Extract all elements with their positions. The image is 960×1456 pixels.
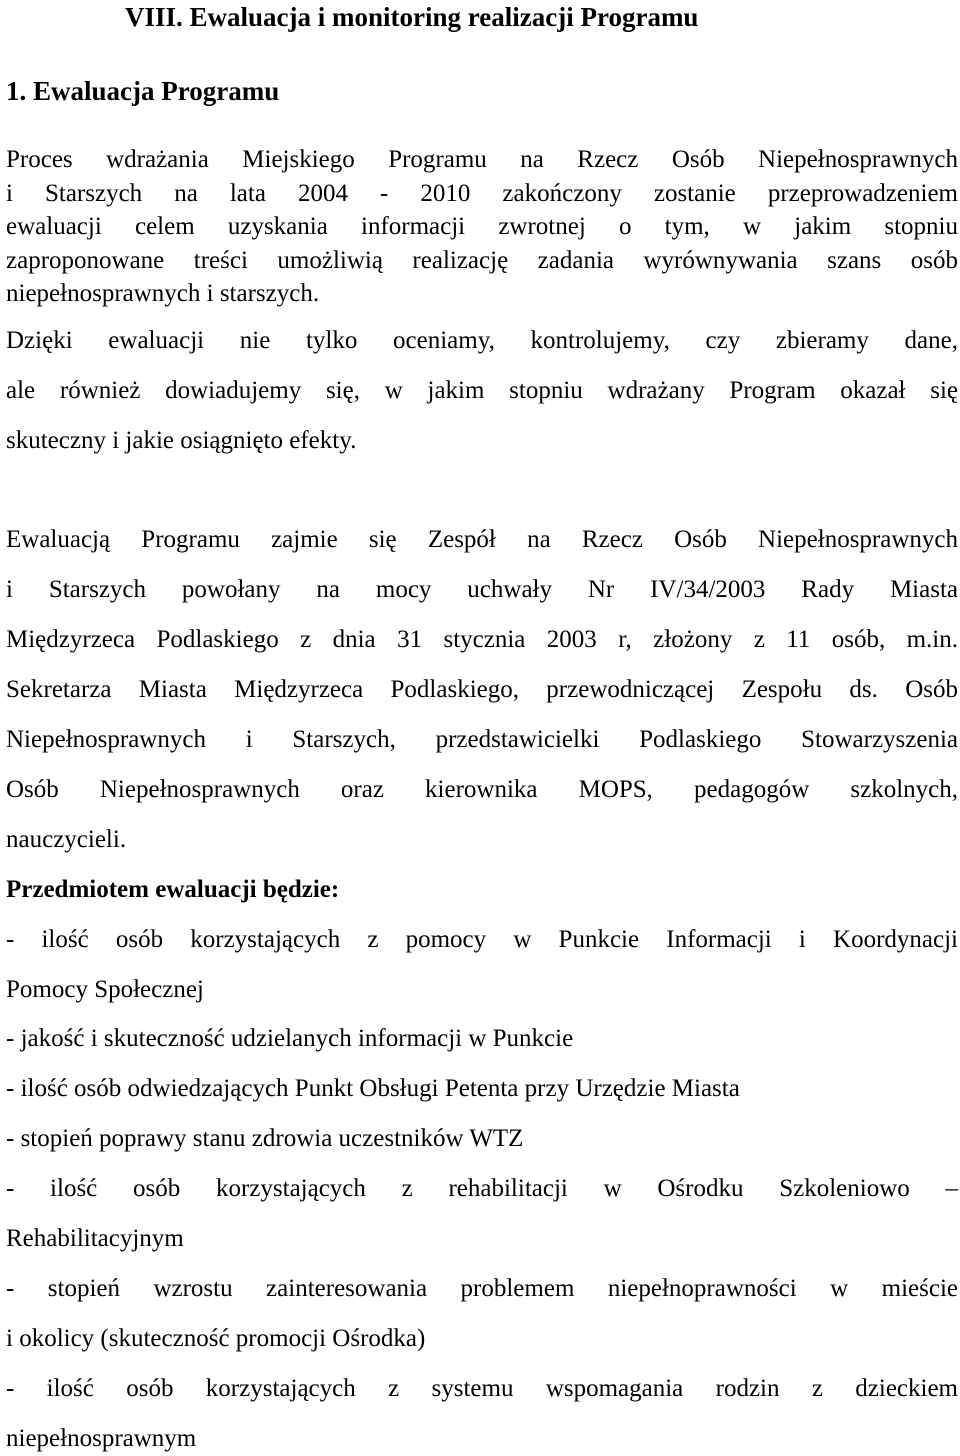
list-item: - ilość osób korzystających z rehabilitacji w Ośrodku Szkoleniowo –: [6, 1175, 958, 1202]
paragraph-1-line: ewaluacji celem uzyskania informacji zwrotnej o tym, w jakim stopniu: [6, 213, 958, 240]
paragraph-3-line: Niepełnosprawnych i Starszych, przedstawicielki Podlaskiego Stowarzyszenia: [6, 726, 958, 753]
paragraph-2-line: ale również dowiadujemy się, w jakim stopniu wdrażany Program okazał się: [6, 377, 958, 404]
paragraph-1-line: zaproponowane treści umożliwią realizację zadania wyrównywania szans osób: [6, 247, 958, 274]
list-item: - ilość osób korzystających z systemu wspomagania rodzin z dzieckiem: [6, 1375, 958, 1402]
list-item: - stopień poprawy stanu zdrowia uczestników WTZ: [6, 1125, 524, 1152]
list-item-continuation: Rehabilitacyjnym: [6, 1225, 184, 1252]
paragraph-2-line: Dzięki ewaluacji nie tylko oceniamy, kontrolujemy, czy zbieramy dane,: [6, 327, 958, 354]
section-heading: VIII. Ewaluacja i monitoring realizacji Programu: [125, 2, 699, 32]
paragraph-1-line: i Starszych na lata 2004 - 2010 zakończony zostanie przeprowadzeniem: [6, 180, 958, 207]
paragraph-3-line: nauczycieli.: [6, 826, 127, 853]
list-item: - ilość osób odwiedzających Punkt Obsługi Petenta przy Urzędzie Miasta: [6, 1075, 740, 1102]
subject-heading: Przedmiotem ewaluacji będzie:: [6, 876, 340, 903]
paragraph-2-line: skuteczny i jakie osiągnięto efekty.: [6, 427, 357, 454]
paragraph-3-line: Sekretarza Miasta Międzyrzeca Podlaskiego, przewodniczącej Zespołu ds. Osób: [6, 676, 958, 703]
list-item-continuation: Pomocy Społecznej: [6, 976, 204, 1003]
list-item-continuation: niepełnosprawnym: [6, 1425, 197, 1452]
subsection-heading: 1. Ewaluacja Programu: [6, 76, 280, 106]
list-item-continuation: i okolicy (skuteczność promocji Ośrodka): [6, 1325, 426, 1352]
paragraph-3-line: Międzyrzeca Podlaskiego z dnia 31 stycznia 2003 r, złożony z 11 osób, m.in.: [6, 626, 958, 653]
paragraph-3-line: Osób Niepełnosprawnych oraz kierownika MOPS, pedagogów szkolnych,: [6, 776, 958, 803]
paragraph-1-line: Proces wdrażania Miejskiego Programu na Rzecz Osób Niepełnosprawnych: [6, 146, 958, 173]
list-item: - ilość osób korzystających z pomocy w Punkcie Informacji i Koordynacji: [6, 926, 958, 953]
list-item: - jakość i skuteczność udzielanych informacji w Punkcie: [6, 1025, 574, 1052]
paragraph-3-line: Ewaluacją Programu zajmie się Zespół na Rzecz Osób Niepełnosprawnych: [6, 526, 958, 553]
paragraph-1-line: niepełnosprawnych i starszych.: [6, 280, 320, 307]
paragraph-3-line: i Starszych powołany na mocy uchwały Nr IV/34/2003 Rady Miasta: [6, 576, 958, 603]
list-item: - stopień wzrostu zainteresowania problemem niepełnoprawności w mieście: [6, 1275, 958, 1302]
